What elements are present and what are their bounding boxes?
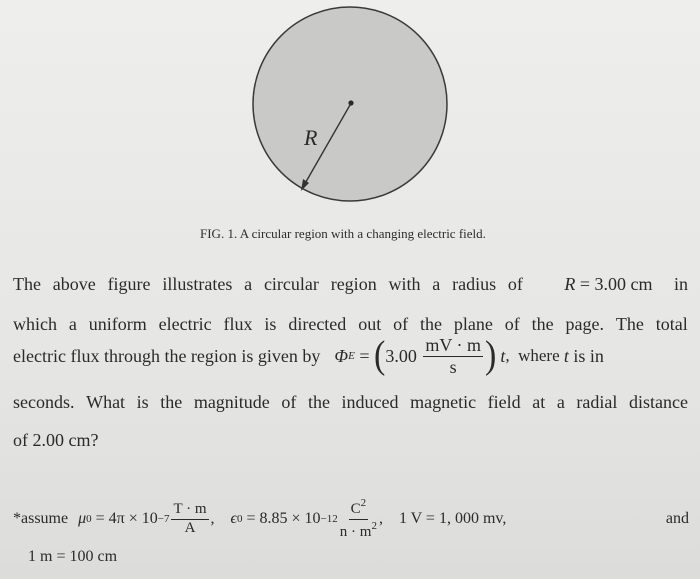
circle-diagram — [0, 0, 700, 250]
word: of — [504, 314, 520, 334]
word: induced — [341, 392, 399, 412]
n-m: n · m — [339, 523, 372, 540]
figure-caption: FIG. 1. A circular region with a changing electric field. — [200, 226, 486, 241]
word: of — [507, 274, 523, 294]
flux-coefficient: 3.00 — [385, 345, 422, 366]
word: magnitude — [193, 392, 270, 412]
paragraph-line-2 — [13, 314, 688, 335]
word: uniform — [88, 314, 147, 334]
epsilon-symbol: ϵ — [230, 510, 237, 528]
word: What — [86, 392, 126, 412]
word: a — [244, 274, 253, 294]
word: out — [358, 314, 382, 334]
word: directed — [288, 314, 347, 334]
word: The — [615, 314, 644, 334]
word: radial — [576, 392, 618, 412]
line-3-end: is in — [568, 345, 604, 366]
time-variable: t — [500, 345, 506, 366]
phi-symbol: Φ — [334, 345, 349, 366]
separator: , — [378, 510, 383, 528]
word: figure — [107, 274, 151, 294]
math-R: R — [564, 274, 576, 294]
mu-units-denominator: A — [184, 519, 196, 536]
word: page. — [565, 314, 605, 334]
epsilon-exponent: −12 — [320, 513, 338, 526]
paragraph-line-3 — [13, 336, 688, 377]
phi-subscript: E — [348, 350, 355, 363]
word: circular — [263, 274, 319, 294]
word: the — [307, 392, 330, 412]
word: is — [136, 392, 149, 412]
word: the — [160, 392, 183, 412]
word: with — [388, 274, 421, 294]
coulomb-exponent: 2 — [360, 497, 367, 509]
word: the — [419, 314, 442, 334]
assumptions-line — [13, 498, 689, 541]
mu-exponent: −7 — [157, 513, 170, 526]
word: the — [531, 314, 554, 334]
mu-expression — [78, 502, 214, 537]
mu-symbol: μ — [78, 510, 87, 528]
epsilon-units-fraction — [340, 498, 377, 541]
word: is — [264, 314, 277, 334]
word: The — [13, 274, 41, 294]
m-exponent: 2 — [371, 519, 377, 532]
word: electric — [158, 314, 212, 334]
radius-value: = 3.00 cm — [575, 274, 653, 294]
paragraph-line-1 — [13, 274, 688, 295]
mu-units-numerator: T · m — [171, 502, 208, 520]
word: radius — [452, 274, 497, 294]
word: illustrates — [162, 274, 233, 294]
epsilon-subscript: 0 — [237, 513, 243, 526]
epsilon-value: = 8.85 × 10 — [242, 510, 321, 528]
word: field — [487, 392, 521, 412]
separator: , — [210, 510, 215, 528]
fraction-denominator: s — [449, 356, 457, 377]
word: at — [532, 392, 546, 412]
paragraph-line-5: of 2.00 cm? — [13, 430, 99, 450]
word: plane — [453, 314, 493, 334]
flux-units-fraction — [423, 336, 483, 377]
word: above — [52, 274, 96, 294]
word: a — [432, 274, 441, 294]
coulomb: C — [350, 501, 361, 517]
left-paren: ( — [374, 334, 386, 378]
flux-equation — [334, 336, 505, 377]
word: which — [13, 314, 57, 334]
meter-conversion: 1 m = 100 cm — [28, 548, 118, 565]
time-variable-2: t — [563, 345, 569, 366]
epsilon-units-numerator — [349, 498, 369, 520]
center-point — [348, 100, 353, 105]
word: distance — [628, 392, 688, 412]
word: region — [330, 274, 377, 294]
word: total — [655, 314, 688, 334]
assume-label: *assume — [13, 510, 69, 528]
and-word: and — [665, 510, 689, 528]
fraction-numerator: mV · m — [425, 335, 482, 355]
figure — [0, 0, 700, 250]
radius-expression — [564, 274, 652, 295]
mu-units-fraction — [171, 502, 208, 537]
word: of — [393, 314, 409, 334]
epsilon-units-denominator — [340, 520, 377, 541]
volt-conversion: 1 V = 1, 000 mv, — [398, 510, 507, 528]
word: flux — [223, 314, 253, 334]
radius-label: R — [304, 125, 318, 150]
word: magnetic — [410, 392, 477, 412]
word: in — [673, 274, 688, 294]
word: a — [68, 314, 77, 334]
word: a — [556, 392, 565, 412]
paragraph-line-4 — [13, 392, 688, 413]
equals-sign: = — [354, 345, 375, 366]
line-1-words — [13, 274, 523, 295]
mu-value: = 4π × 10 — [91, 510, 158, 528]
line-3-after: , where — [505, 346, 564, 366]
word: seconds. — [13, 392, 75, 412]
word: of — [281, 392, 297, 412]
line-3-text: electric flux through the region is given by — [13, 345, 321, 366]
mu-subscript: 0 — [86, 513, 92, 526]
epsilon-expression — [231, 498, 383, 541]
right-paren: ) — [485, 334, 497, 378]
